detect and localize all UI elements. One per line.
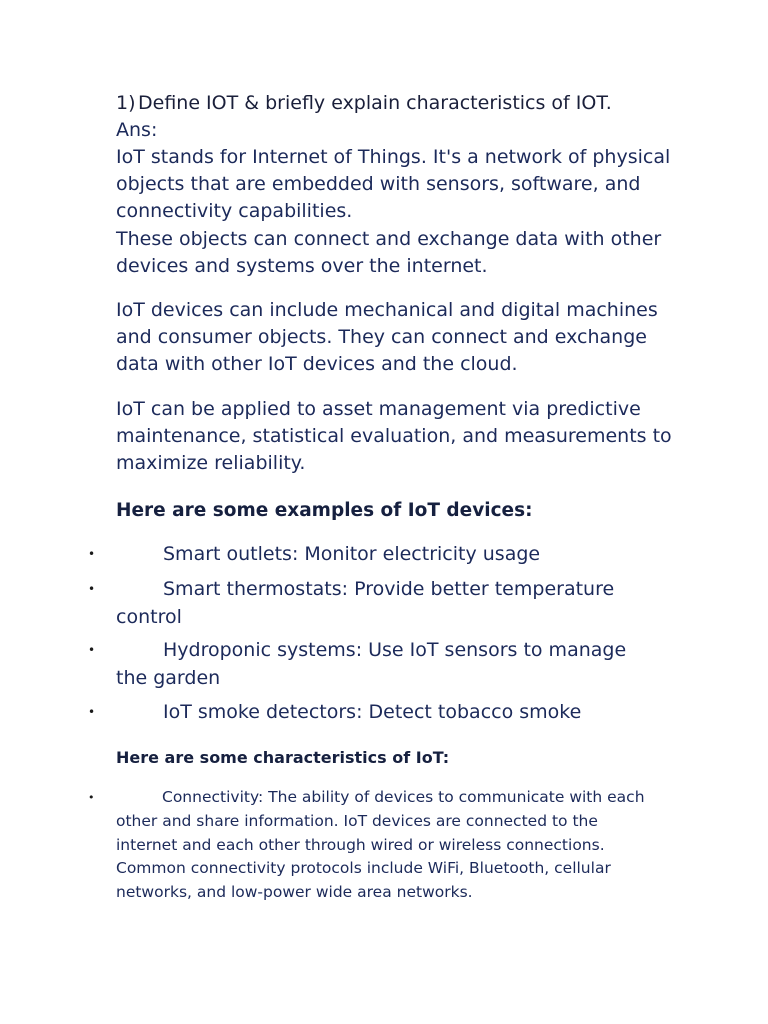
examples-heading: Here are some examples of IoT devices: — [116, 500, 533, 521]
answer-label: Ans: — [116, 119, 158, 141]
paragraph-devices: IoT devices can include mechanical and digital machines and consumer objects. They can connect and exchange data with other IoT devices and the cloud. — [116, 299, 658, 376]
characteristics-heading: Here are some characteristics of IoT: — [116, 748, 450, 767]
bullet-icon: • — [88, 705, 96, 719]
paragraph-definition: IoT stands for Internet of Things. It's a network of physical objects that are embedded with sensors, software, and connectivity capabilities. These objects can connect and exchange data with other devices and systems over the internet. — [116, 146, 671, 277]
list-item-text: Connectivity: The ability of devices to communicate with each other and share information. IoT devices are connected to the internet and each other through wired or wireless connections. Common connectivity protocols include WiFi, Bluetooth, cellular networks, and low-power wide area networks. — [116, 788, 645, 902]
bullet-icon: • — [88, 582, 96, 596]
list-item-text: Smart thermostats: Provide better temperature control — [116, 578, 615, 628]
question-line — [116, 90, 676, 117]
list-item-text: IoT smoke detectors: Detect tobacco smoke — [163, 701, 582, 723]
bullet-icon: • — [88, 643, 96, 657]
paragraph-applications: IoT can be applied to asset management via predictive maintenance, statistical evaluation, and measurements to maximize reliability. — [116, 398, 672, 475]
bullet-icon: • — [88, 547, 96, 561]
question-number: 1) — [116, 92, 136, 114]
bullet-icon: • — [88, 791, 95, 804]
question-text: Define IOT & briefly explain characteristics of IOT. — [138, 92, 612, 114]
list-item-text: Hydroponic systems: Use IoT sensors to manage the garden — [116, 639, 627, 689]
list-item-text: Smart outlets: Monitor electricity usage — [163, 543, 541, 565]
